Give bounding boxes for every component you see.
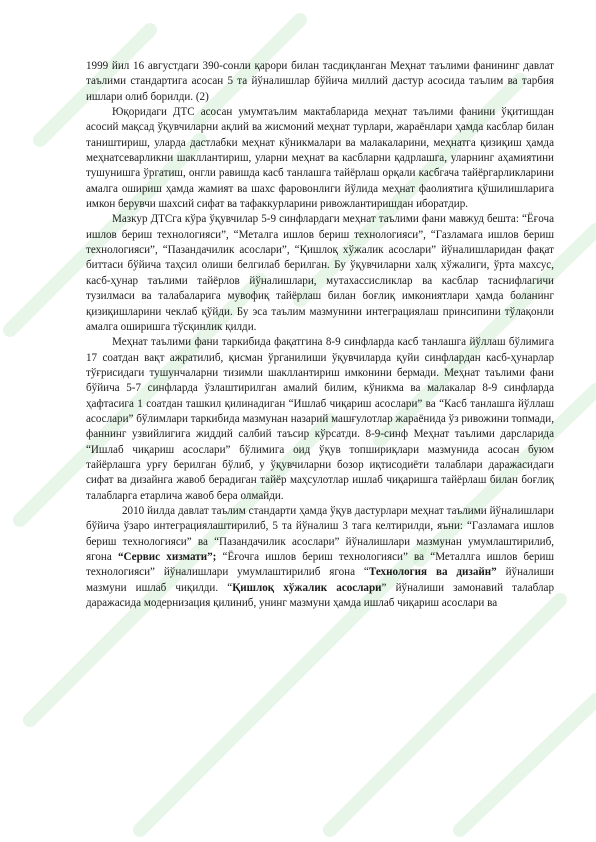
bold-text-run: Технология ва дизайн” xyxy=(368,566,497,579)
watermark-stroke xyxy=(460,700,596,830)
document-page xyxy=(86,59,554,611)
paragraph xyxy=(86,504,554,611)
text-run: “Ёғочга ишлов бериш технологияси” ва “Металлга ишлов бериш технологияси” йўналишлари умумлаштирилиб ягона “ xyxy=(86,551,555,579)
text-run: Мазкур ДТСга кўра ўқувчилар 5-9 синфлардаги меҳнат таълими фани мавжуд бешта: “Ёғоча ишлов бериш технологияси”, “Металга ишлов бериш технологияси”, “Газламага ишлов бериш технологияси”, “Пазандачилик асослари”, “Қишлоқ хўжалик асослари” йўналишларидан фақат биттаси бўйича таҳсил олиши белгилаб берилган. Бу ўқувчиларни халқ хўжалиги, ўрта махсус, касб-ҳунар таълими тайёрлов йўналишлари, мутахассисликлар ва касблар таснифлагичи тузилмаси ва талабаларига мувофиқ тайёрлаш билан боғлиқ имкониятлари ҳамда боланинг қизиқишларини чеклаб қўйди. Бу эса таълим мазмунини интеграциялаш принсипини тўлақонли амалга оширишга тўсқинлик қилди. xyxy=(86,213,554,333)
text-run: 1999 йил 16 августдаги 390-сонли қарори билан тасдиқланган Меҳнат таълими фанининг давлат таълими стандартига асосан 5 та йўналишлар бўйича миллий дастур асосида таълим ва тарбия ишлари олиб борилди. (2) xyxy=(86,60,554,103)
paragraph xyxy=(86,59,554,105)
paragraph xyxy=(86,105,554,212)
text-run: йўналиши мазмуни ишлаб чиқилди. “ xyxy=(86,566,554,594)
paragraph xyxy=(86,335,554,504)
text-run: 2010 йилда давлат таълим стандарти ҳамда ўқув дастурлари меҳнат таълими йўналишлари бўйича ўзаро интеграциялаштирилиб, 5 та йўналиш 3 тага келтирилди, яъни: “Газламага ишлов бериш технологияси” ва “Пазандачилик асослари” йўналишлари мазмунан умумлаштирилиб, ягона xyxy=(86,504,554,563)
watermark-stroke xyxy=(330,600,560,830)
bold-text-run: Қишлоқ хўжалик асослари xyxy=(232,581,382,594)
bold-text-run: “Сервис хизмати”; xyxy=(117,551,217,563)
text-run: ” йўналиши замонавий талаблар даражасида модернизация қилиниб, унинг мазмуни ҳамда ишлаб чиқариш асослари ва xyxy=(86,581,554,610)
paragraph xyxy=(86,212,554,335)
text-run: Юқоридаги ДТС асосан умумтаълим мактабларида меҳнат таълими фанини ўқитишдан асосий мақсад ўқувчиларни ақлий ва жисмоний меҳнат турлари, жараёнлари ҳамда касблар билан таништириш, уларда дастлабки меҳнат кўникмалари ва малакаларини, меҳнатга қизиқиш ҳамда меҳнатсеварликни шакллантириш, уларни меҳнат ва касбларни қадрлашга, уларнинг аҳамиятини тушунишга ўргатиш, онгли равишда касб танлашга тайёрлаш орқали касбгача тайёргарликларини амалга ошириш ҳамда жамият ва шахс фаровонлиги йўлида меҳнат фаолиятига қўшилишларига имкон берувчи шахсий сифат ва тафаккурларини ривожлантиришдан иборатдир. xyxy=(86,106,554,211)
text-run: Меҳнат таълими фани таркибида фақатгина 8-9 синфларда касб танлашга йўллаш бўлимига 17 соатдан вақт ажратилиб, қисман ўрганилиши ўқувчиларда қуйи синфлардан касб-ҳунарлар тўғрисидаги тушунчаларни тизимли шакллантириш имконини бермади. Меҳнат таълими фани бўйича 5-7 синфларда ўзлаштирилган амалий билим, кўникма ва малакалар 8-9 синфларда ҳафтасига 1 соатдан ташкил қилинадиган “Ишлаб чиқариш асослари” ва “Касб танлашга йўллаш асослари” бўлимлари таркибида мазмунан назарий машғулотлар жараёнида ўз ривожини топмади, фаннинг узвийлигига жиддий салбий таъсир кўрсатди. 8-9-синф Меҳнат таълими дарсларида “Ишлаб чиқариш асослари” бўлимига оид ўқув топшириқлари мазмунида асосан буюм тайёрлашга урғу берилган бўлиб, у ўқувчиларни бозор иқтисодиёти талаблари даражасидаги сифат ва дизайнга жавоб берадиган тайёр маҳсулотлар ишлаб чиқаришга тайёрлаш билан боғлиқ талабларга етарлича жавоб бера олмайди. xyxy=(86,336,554,502)
